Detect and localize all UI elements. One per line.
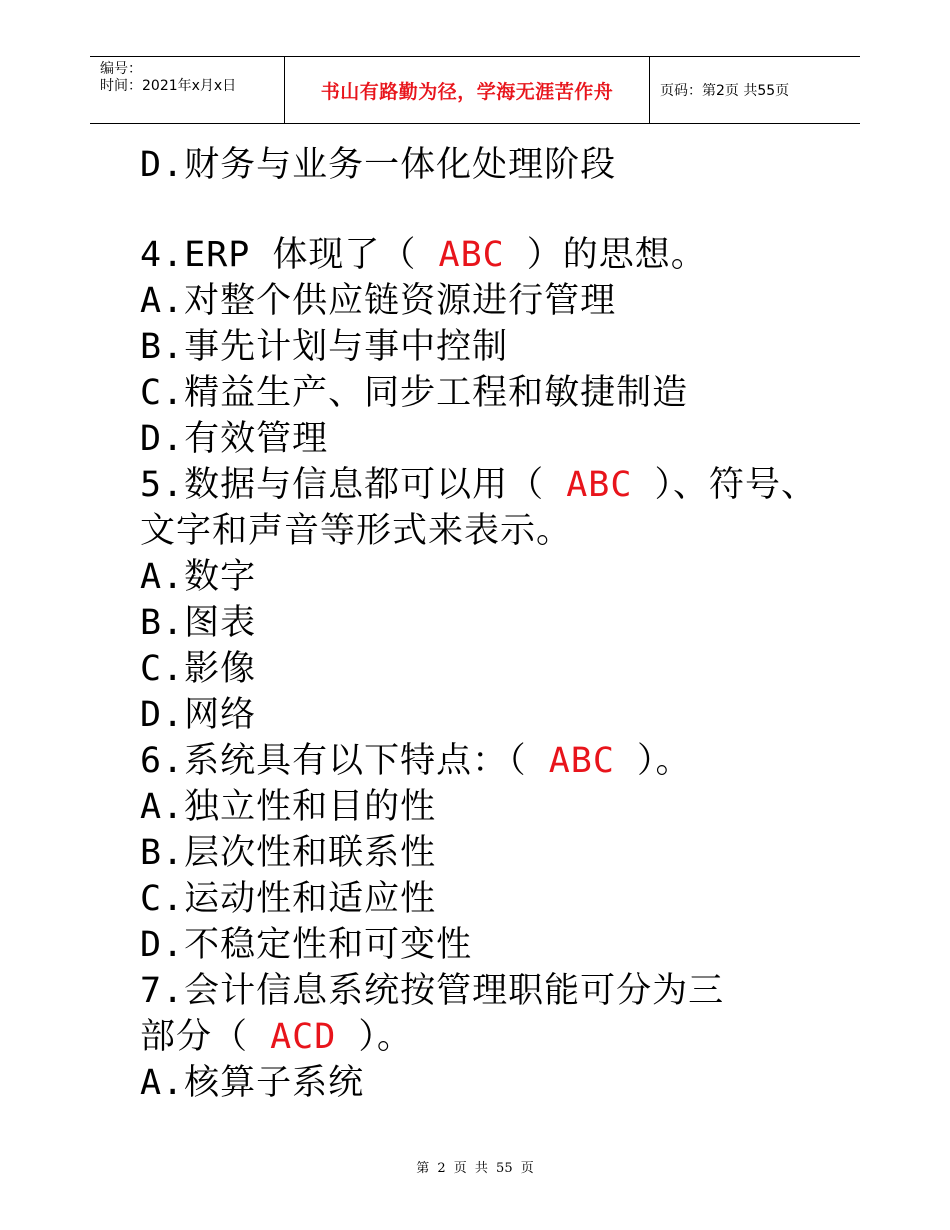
- question-text: 部分（: [140, 1017, 271, 1057]
- question-line: [140, 738, 840, 784]
- question-line: [140, 232, 840, 278]
- option-line: A.对整个供应链资源进行管理: [140, 281, 617, 321]
- question-text: ）、符号、: [632, 465, 818, 505]
- option-line: C.精益生产、同步工程和敏捷制造: [140, 373, 689, 413]
- answer-text: ABC: [438, 235, 505, 275]
- question-text: 5.数据与信息都可以用（: [140, 465, 567, 505]
- option-line: B.图表: [140, 603, 257, 643]
- answer-text: ACD: [270, 1017, 337, 1057]
- question-text: ）。: [614, 741, 692, 781]
- option-line: D.财务与业务一体化处理阶段: [140, 145, 617, 185]
- option-line: D.有效管理: [140, 419, 329, 459]
- header-page-cell: [650, 57, 860, 123]
- page-footer: 第 2 页 共 55 页: [416, 1161, 534, 1176]
- option-line: C.影像: [140, 649, 257, 689]
- time-label: 时间：2021年x月x日: [100, 78, 237, 94]
- spacer: [140, 188, 840, 232]
- option-line: D.网络: [140, 695, 257, 735]
- option-line: A.核算子系统: [140, 1063, 365, 1103]
- question-line: 7.会计信息系统按管理职能可分为三: [140, 971, 725, 1011]
- header-meta-cell: [90, 57, 285, 123]
- page-info: 页码：第2页 共55页: [660, 83, 790, 99]
- document-body: [140, 142, 840, 1106]
- option-line: C.运动性和适应性: [140, 879, 437, 919]
- option-line: B.事先计划与事中控制: [140, 327, 509, 367]
- page-header: [90, 56, 860, 124]
- option-line: A.独立性和目的性: [140, 787, 437, 827]
- question-text: ）的思想。: [504, 235, 707, 275]
- answer-text: ABC: [548, 741, 615, 781]
- option-line: A.数字: [140, 557, 257, 597]
- question-text: ）。: [336, 1017, 413, 1057]
- answer-text: ABC: [566, 465, 633, 505]
- header-motto-cell: [285, 57, 650, 123]
- option-line: B.层次性和联系性: [140, 833, 437, 873]
- question-text: 6.系统具有以下特点：（: [140, 741, 549, 781]
- question-line: 文字和声音等形式来表示。: [140, 511, 573, 551]
- option-line: D.不稳定性和可变性: [140, 925, 473, 965]
- question-text: 4.ERP 体现了（: [140, 235, 439, 275]
- question-line: [140, 462, 840, 508]
- code-label: 编号：: [100, 61, 142, 77]
- motto: 书山有路勤为径，学海无涯苦作舟: [320, 80, 614, 103]
- question-line: [140, 1014, 840, 1060]
